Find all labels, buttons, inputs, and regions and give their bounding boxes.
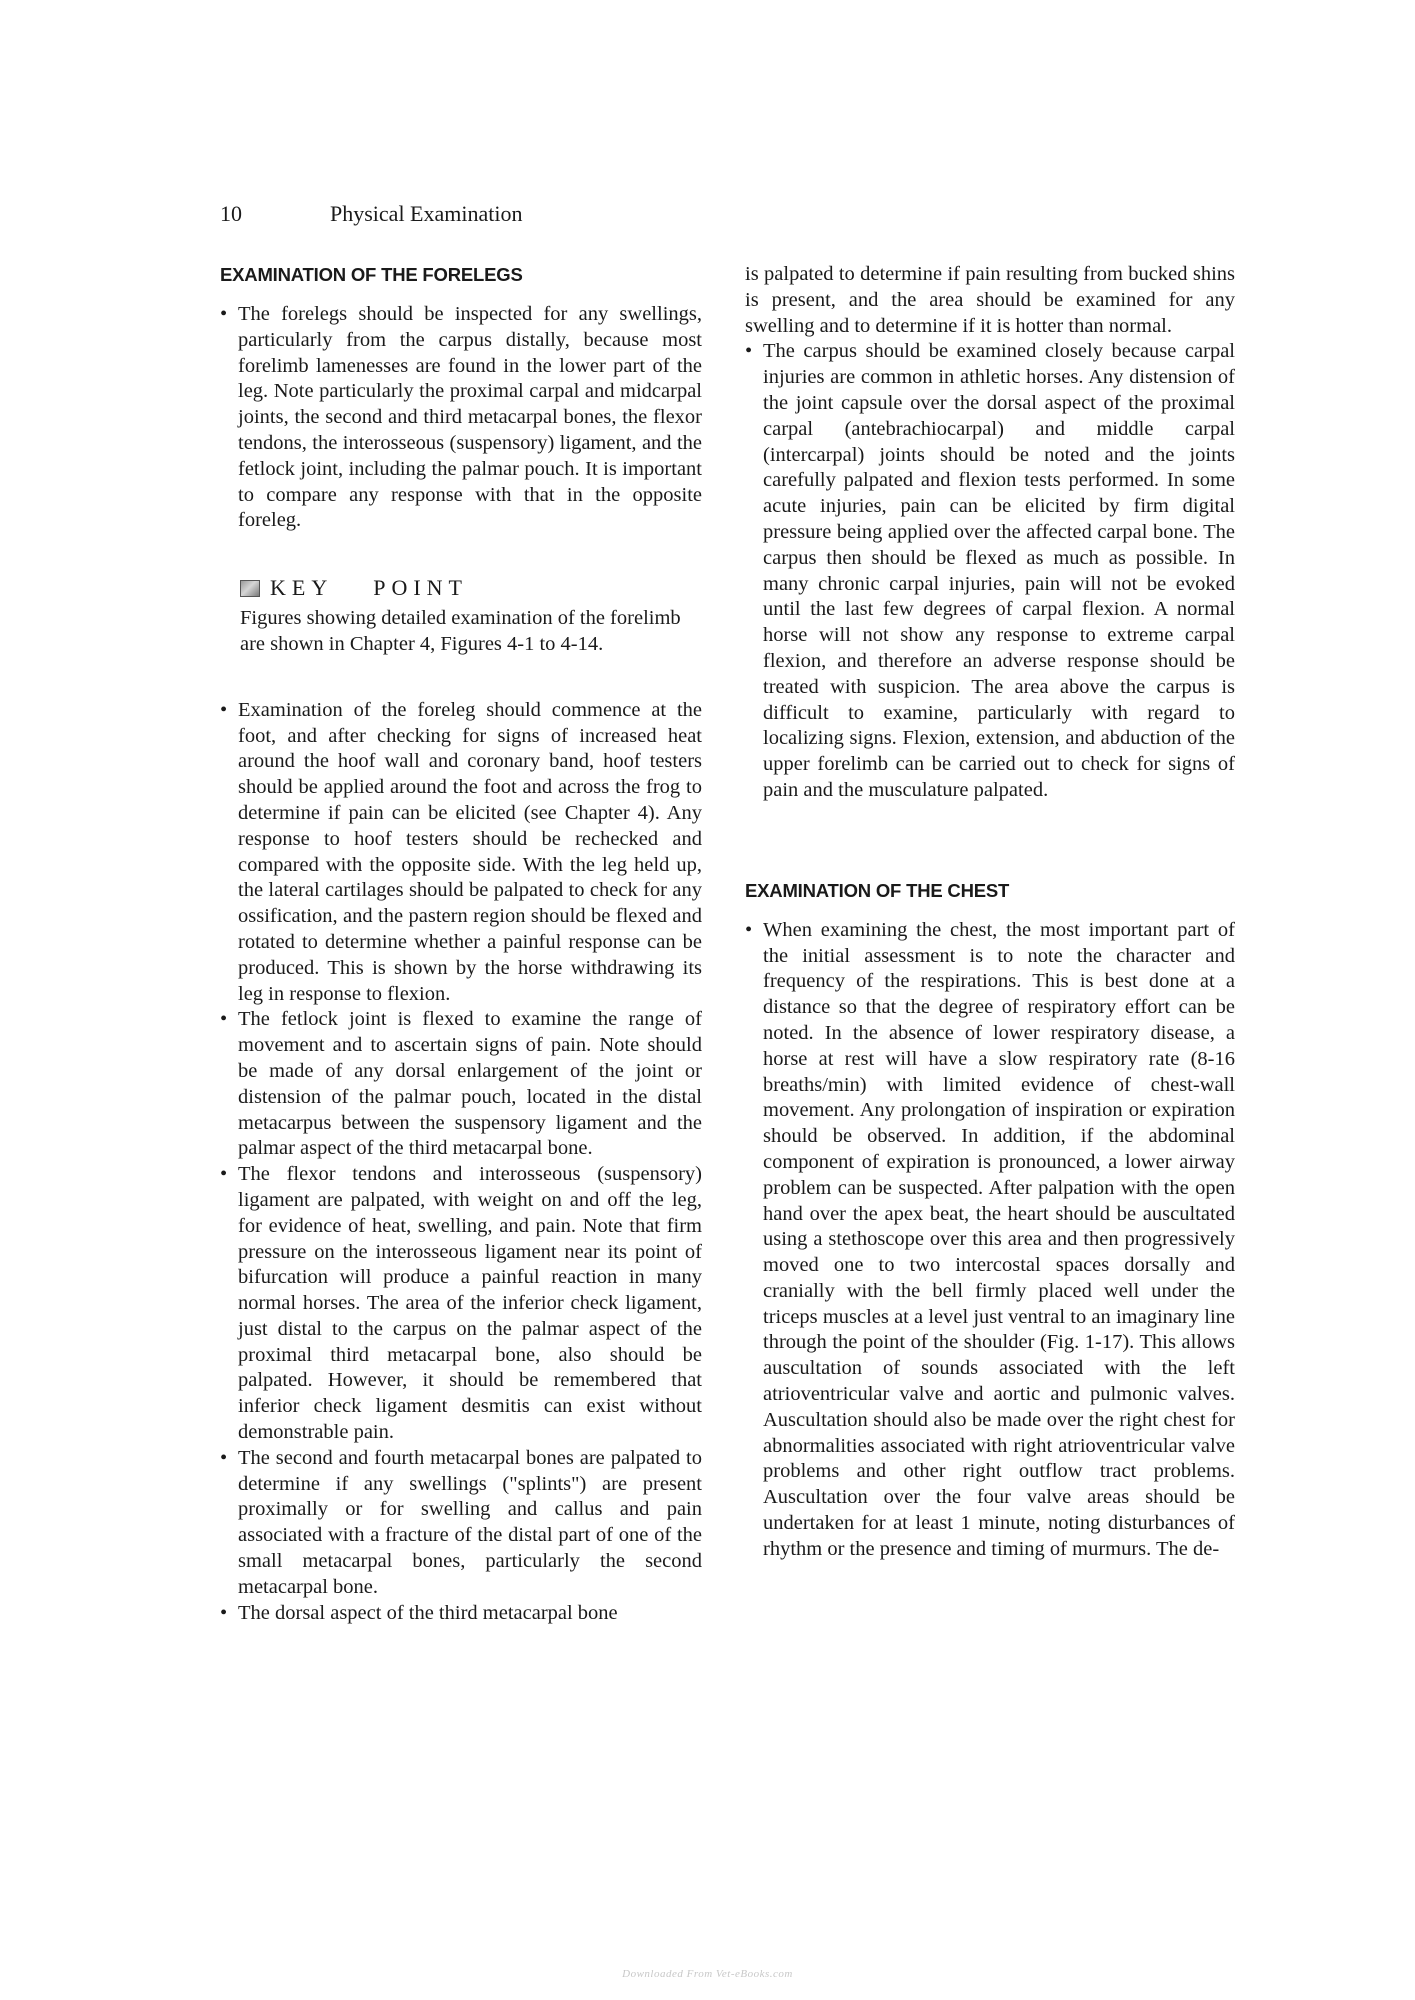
list-item: • When examining the chest, the most important part of the initial assessment is to note the character and frequency of the respirations. This is best done at a distance so that the degree of respiratory effort can be noted. In the absence of lower respiratory disease, a horse at rest will have a slow respiratory rate (8-16 breaths/min) with limited evidence of chest-wall movement. Any prolongation of inspiration or expiration should be observed. In addition, if the abdominal component of expiration is pronounced, a lower airway problem can be suspected. After palpation with the open hand over the apex beat, the heart should be auscultated using a stethoscope over this area and then progressively moved one to two intercostal spaces dorsally and cranially with the bell firmly placed well under the triceps muscles at a level just ventral to an imaginary line through the point of the shoulder (Fig. 1-17). This allows auscultation of sounds associated with the left atrioventricular valve and aortic and pulmonic valves. Auscultation should also be made over the right chest for abnormalities associated with right atrioventricular valve problems and other right outflow tract problems. Auscultation over the four valve areas should be undertaken for at least 1 minute, noting disturbances of rhythm or the presence and timing of murmurs. The de- bbox=[745, 918, 1235, 1563]
chapter-title: Physical Examination bbox=[330, 201, 523, 226]
list-item: • The dorsal aspect of the third metacarpal bone bbox=[220, 1601, 702, 1627]
key-point-heading bbox=[240, 574, 702, 602]
left-column bbox=[220, 262, 702, 1626]
chest-list bbox=[745, 918, 1235, 1563]
list-item: • The fetlock joint is flexed to examine the range of movement and to ascertain signs of pain. Note should be made of any dorsal enlargement of the joint or distension of the palmar pouch, located in the distal metacarpus between the suspensory ligament and the palmar aspect of the third metacarpal bone. bbox=[220, 1007, 702, 1162]
key-point-box bbox=[240, 574, 702, 658]
right-column bbox=[745, 262, 1235, 1563]
list-item: • Examination of the foreleg should commence at the foot, and after checking for signs of increased heat around the hoof wall and coronary band, hoof testers should be applied around the foot and across the frog to determine if pain can be elicited (see Chapter 4). Any response to hoof testers should be rechecked and compared with the opposite side. With the leg held up, the lateral cartilages should be palpated to check for any ossification, and the pastern region should be flexed and rotated to determine whether a painful response can be produced. This is shown by the horse withdrawing its leg in response to flexion. bbox=[220, 698, 702, 1008]
forelegs-intro-list bbox=[220, 302, 702, 534]
section-heading-forelegs: EXAMINATION OF THE FORELEGS bbox=[220, 264, 523, 285]
carpus-list bbox=[745, 339, 1235, 803]
key-point-text: Figures showing detailed examination of the forelimb are shown in Chapter 4, Figures 4-1 to 4-14. bbox=[240, 607, 681, 655]
list-item: • The carpus should be examined closely because carpal injuries are common in athletic horses. Any distension of the joint capsule over the dorsal aspect of the proximal carpal (antebrachiocarpal) and middle carpal (intercarpal) joints should be noted and the joints carefully palpated and flexion tests performed. In some acute injuries, pain can be elicited by firm digital pressure being applied over the affected carpal bone. The carpus then should be flexed as much as possible. In many chronic carpal injuries, pain will not be evoked until the last few degrees of carpal flexion. A normal horse will not show any response to extreme carpal flexion, and therefore an adverse response should be treated with suspicion. The area above the carpus is difficult to examine, particularly with regard to localizing signs. Flexion, extension, and abduction of the upper forelimb can be carried out to check for signs of pain and the musculature palpated. bbox=[745, 339, 1235, 803]
key-point-word-key: KEY bbox=[270, 575, 334, 601]
page-number: 10 bbox=[220, 201, 242, 226]
key-point-word-point: POINT bbox=[373, 575, 468, 601]
list-item: • The forelegs should be inspected for any swellings, particularly from the carpus distally, because most forelimb lamenesses are found in the lower part of the leg. Note particularly the proximal carpal and midcarpal joints, the second and third metacarpal bones, the flexor tendons, the interosseous (suspensory) ligament, and the fetlock joint, including the palmar pouch. It is important to compare any response with that in the opposite foreleg. bbox=[220, 302, 702, 534]
list-item: • The second and fourth metacarpal bones are palpated to determine if any swellings ("splints") are present proximally or for swelling and callus and pain associated with a fracture of the distal part of one of the small metacarpal bones, particularly the second metacarpal bone. bbox=[220, 1446, 702, 1601]
running-head bbox=[220, 200, 522, 228]
continued-paragraph: is palpated to determine if pain resulting from bucked shins is present, and the area should be examined for any swelling and to determine if it is hotter than normal. bbox=[745, 263, 1235, 337]
forelegs-list bbox=[220, 698, 702, 1627]
list-item: • The flexor tendons and interosseous (suspensory) ligament are palpated, with weight on and off the leg, for evidence of heat, swelling, and pain. Note that firm pressure on the interosseous ligament near its point of bifurcation will produce a painful reaction in many normal horses. The area of the inferior check ligament, just distal to the carpus on the palmar aspect of the proximal third metacarpal bone, also should be palpated. However, it should be remembered that inferior check ligament desmitis can exist without demonstrable pain. bbox=[220, 1162, 702, 1446]
key-point-square-icon bbox=[240, 580, 260, 597]
section-heading-chest: EXAMINATION OF THE CHEST bbox=[745, 879, 1010, 901]
footer-watermark: Downloaded From Vet-eBooks.com bbox=[622, 1968, 793, 1980]
